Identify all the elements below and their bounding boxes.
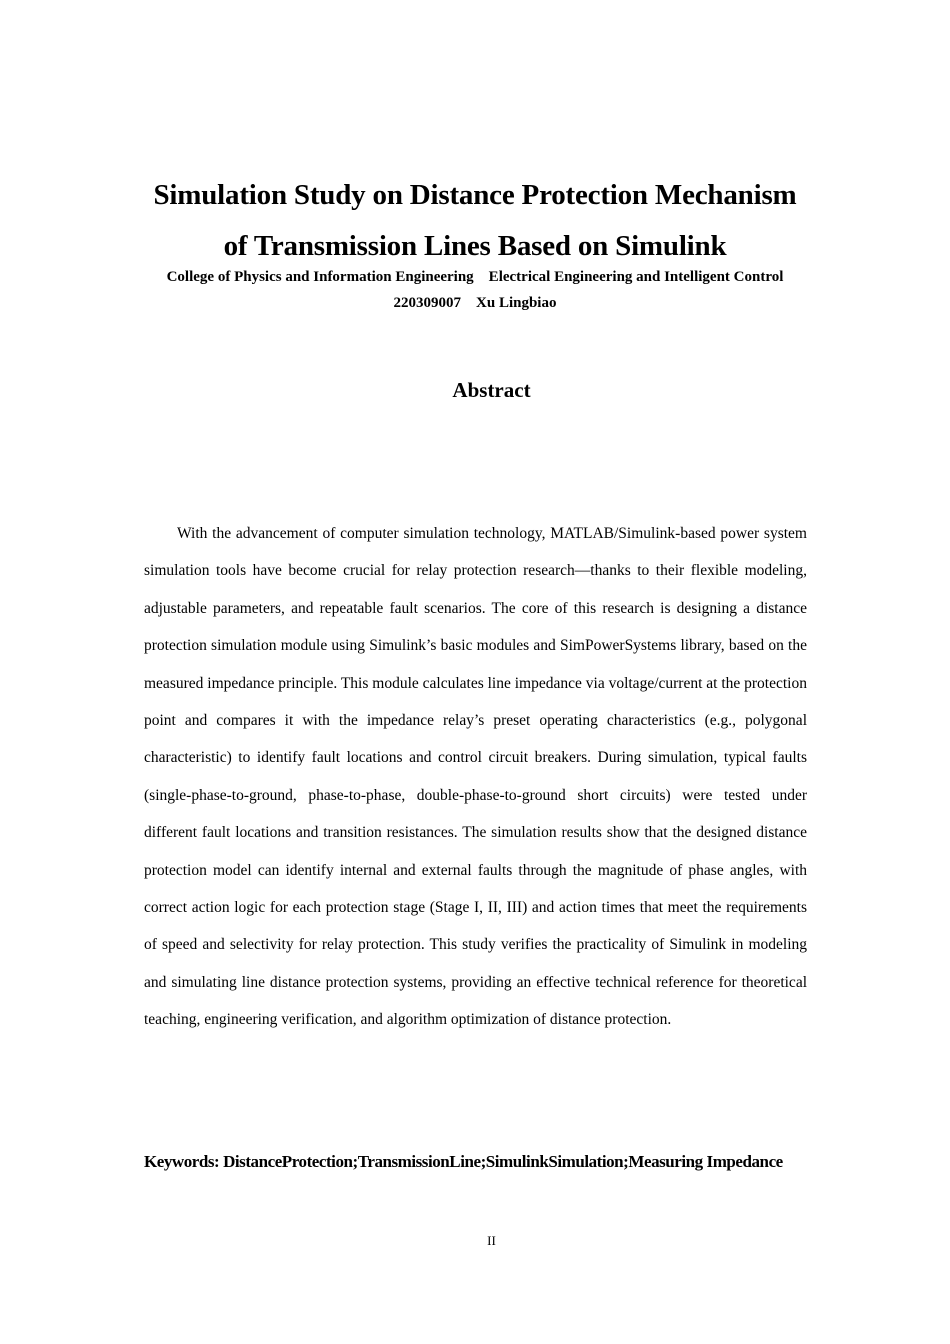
- paper-title-line-2: of Transmission Lines Based on Simulink: [223, 230, 727, 262]
- paper-title: [0, 170, 950, 272]
- abstract-body: With the advancement of computer simulation technology, MATLAB/Simulink-based power system simulation tools have become crucial for relay protection research—thanks to their flexible modeling, adjustable parameters, and repeatable fault scenarios. The core of this research is designing a distance protection simulation module using Simulink’s basic modules and SimPowerSystems library, based on the measured impedance principle. This module calculates line impedance via voltage/current at the protection point and compares it with the impedance relay’s preset operating characteristics (e.g., polygonal characteristic) to identify fault locations and control circuit breakers. During simulation, typical faults (single-phase-to-ground, phase-to-phase, double-phase-to-ground short circuits) were tested under different fault locations and transition resistances. The simulation results show that the designed distance protection model can identify internal and external faults through the magnitude of phase angles, with correct action logic for each protection stage (Stage I, II, III) and action times that meet the requirements of speed and selectivity for relay protection. This study verifies the practicality of Simulink in modeling and simulating line distance protection systems, providing an effective technical reference for theoretical teaching, engineering verification, and algorithm optimization of distance protection.: [144, 525, 807, 1029]
- student-id-and-author: 220309007 Xu Lingbiao: [393, 295, 557, 311]
- paper-title-line-1: Simulation Study on Distance Protection Mechanism: [153, 179, 797, 211]
- abstract-heading: Abstract: [452, 378, 531, 402]
- page-number: II: [487, 1233, 496, 1248]
- affiliation-line: College of Physics and Information Engineering Electrical Engineering and Intelligent Control: [166, 269, 784, 285]
- keywords-line: Keywords: DistanceProtection;TransmissionLine;SimulinkSimulation;Measuring Impedance: [144, 1152, 783, 1171]
